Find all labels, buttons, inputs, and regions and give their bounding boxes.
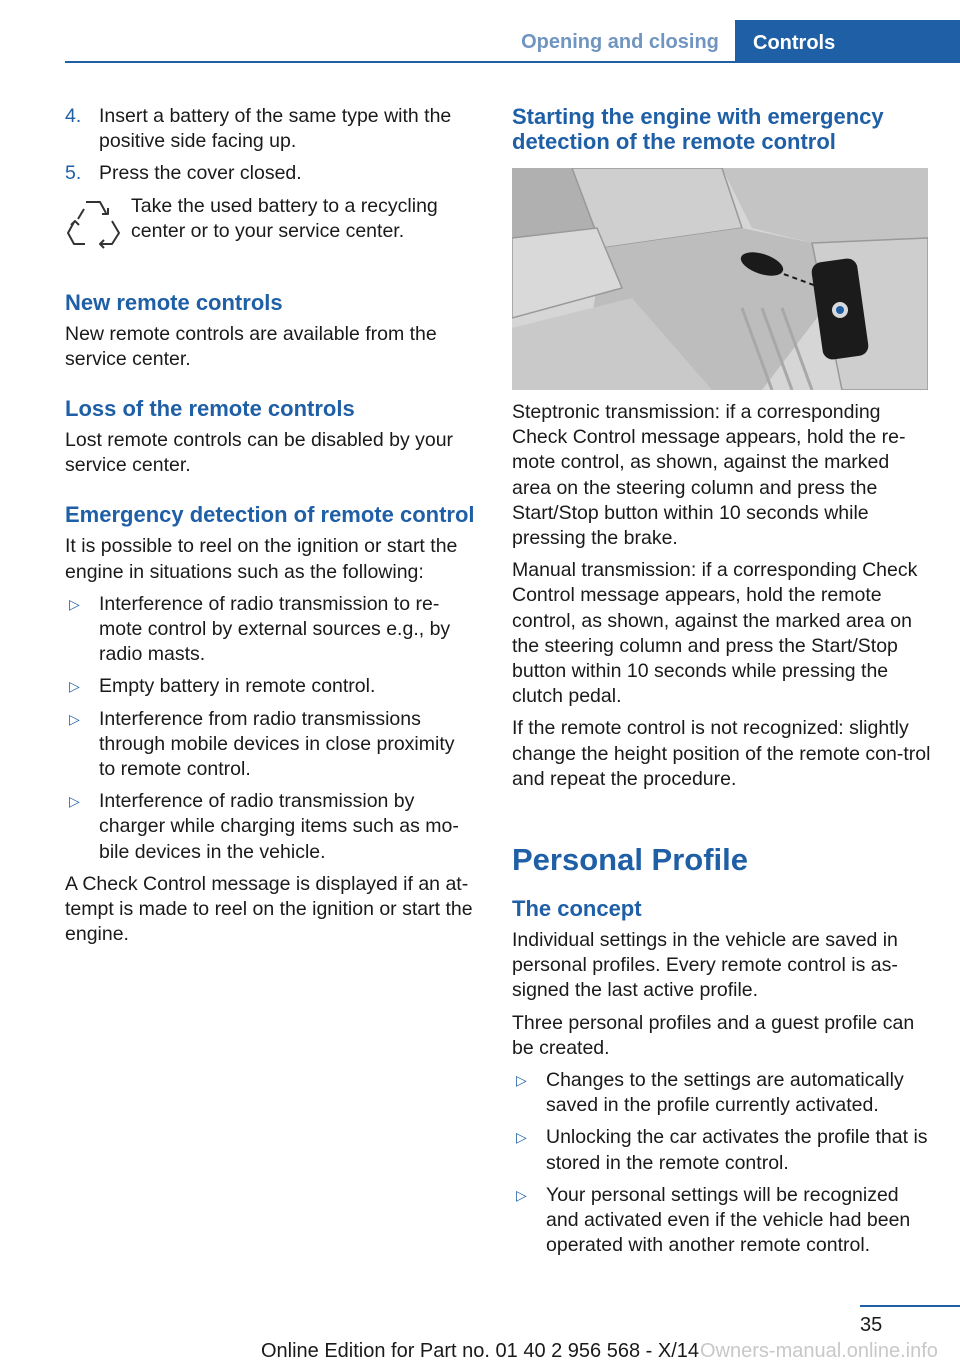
step-5 bbox=[65, 161, 475, 186]
steering-column-illustration bbox=[512, 168, 928, 390]
list-item bbox=[512, 1125, 932, 1175]
triangle-bullet-icon: ▷ bbox=[69, 678, 80, 695]
triangle-bullet-icon: ▷ bbox=[69, 793, 80, 810]
manual-text: Manual transmission: if a corresponding Check Control message appears, hold the remote control, as shown, against the marked area on the steering column and press the Start/Stop button within 10 seconds while pressing the clutch pedal. bbox=[512, 559, 918, 708]
list-item-text: Interference of radio transmission by charger while charging items such as mo-bile devices in the vehicle. bbox=[99, 790, 459, 863]
list-item-text: Changes to the settings are automatically saved in the profile currently activated. bbox=[546, 1069, 904, 1117]
loss-remote-title: Loss of the remote controls bbox=[65, 396, 355, 422]
personal-profile-title: Personal Profile bbox=[512, 842, 749, 878]
list-item bbox=[65, 707, 475, 783]
edition-footer: Online Edition for Part no. 01 40 2 956 568 - X/14 bbox=[260, 1340, 700, 1362]
recycle-note bbox=[65, 194, 475, 254]
triangle-bullet-icon: ▷ bbox=[69, 595, 80, 612]
triangle-bullet-icon: ▷ bbox=[516, 1129, 527, 1146]
header-section-tab: Opening and closing bbox=[521, 31, 719, 53]
start-engine-title: Starting the engine with emergency detection of the remote control bbox=[512, 104, 884, 154]
header-chapter-tab: Controls bbox=[735, 20, 960, 63]
loss-remote-text: Lost remote controls can be disabled by your service center. bbox=[65, 429, 454, 477]
left-column bbox=[65, 104, 475, 954]
footer-rule bbox=[860, 1305, 960, 1307]
watermark: Owners-manual.online.info bbox=[700, 1340, 938, 1362]
not-recognized-text: If the remote control is not recognized: slightly change the height position of the remote con-trol and repeat the procedure. bbox=[512, 717, 931, 790]
step-text: Insert a battery of the same type with the positive side facing up. bbox=[99, 105, 452, 153]
triangle-bullet-icon: ▷ bbox=[516, 1072, 527, 1089]
page-number: 35 bbox=[860, 1314, 883, 1336]
steptronic-text: Steptronic transmission: if a corresponding Check Control message appears, hold the re-mote control, as shown, against the marked area on the steering column and press the Start/Stop button within 10 seconds while pressing the brake. bbox=[512, 401, 906, 550]
emergency-title: Emergency detection of remote control bbox=[65, 502, 475, 528]
step-text: Press the cover closed. bbox=[99, 162, 302, 185]
check-control-text: A Check Control message is displayed if an at-tempt is made to reel on the ignition or start the engine. bbox=[65, 872, 473, 946]
list-item bbox=[65, 592, 475, 668]
list-item-text: Unlocking the car activates the profile that is stored in the remote control. bbox=[546, 1126, 928, 1174]
step-number: 5. bbox=[65, 162, 82, 185]
right-column bbox=[512, 104, 932, 1265]
new-remote-text: New remote controls are available from the service center. bbox=[65, 322, 437, 370]
three-profiles-text: Three personal profiles and a guest profile can be created. bbox=[512, 1011, 915, 1059]
list-item-text: Empty battery in remote control. bbox=[99, 675, 376, 698]
list-item bbox=[512, 1183, 932, 1259]
new-remote-title: New remote controls bbox=[65, 289, 283, 315]
concept-text: Individual settings in the vehicle are saved in personal profiles. Every remote control is as-signed the last active profile. bbox=[512, 929, 898, 1002]
triangle-bullet-icon: ▷ bbox=[516, 1186, 527, 1203]
list-item bbox=[65, 674, 475, 699]
concept-title: The concept bbox=[512, 896, 642, 922]
step-4 bbox=[65, 104, 475, 154]
list-item bbox=[512, 1068, 932, 1118]
list-item-text: Interference of radio transmission to re-mote control by external sources e.g., by radio masts. bbox=[99, 592, 451, 666]
emergency-text: It is possible to reel on the ignition or start the engine in situations such as the following: bbox=[65, 535, 458, 583]
step-number: 4. bbox=[65, 105, 82, 127]
list-item bbox=[65, 789, 475, 865]
list-item-text: Your personal settings will be recognized and activated even if the vehicle had been operated with another remote control. bbox=[546, 1183, 911, 1257]
triangle-bullet-icon: ▷ bbox=[69, 710, 80, 727]
recycle-icon bbox=[65, 194, 121, 250]
list-item-text: Interference from radio transmissions through mobile devices in close proximity to remote control. bbox=[99, 707, 455, 781]
recycle-text: Take the used battery to a recycling center or to your service center. bbox=[131, 194, 438, 242]
steering-column-photo bbox=[512, 168, 928, 390]
header-rule bbox=[65, 61, 960, 63]
